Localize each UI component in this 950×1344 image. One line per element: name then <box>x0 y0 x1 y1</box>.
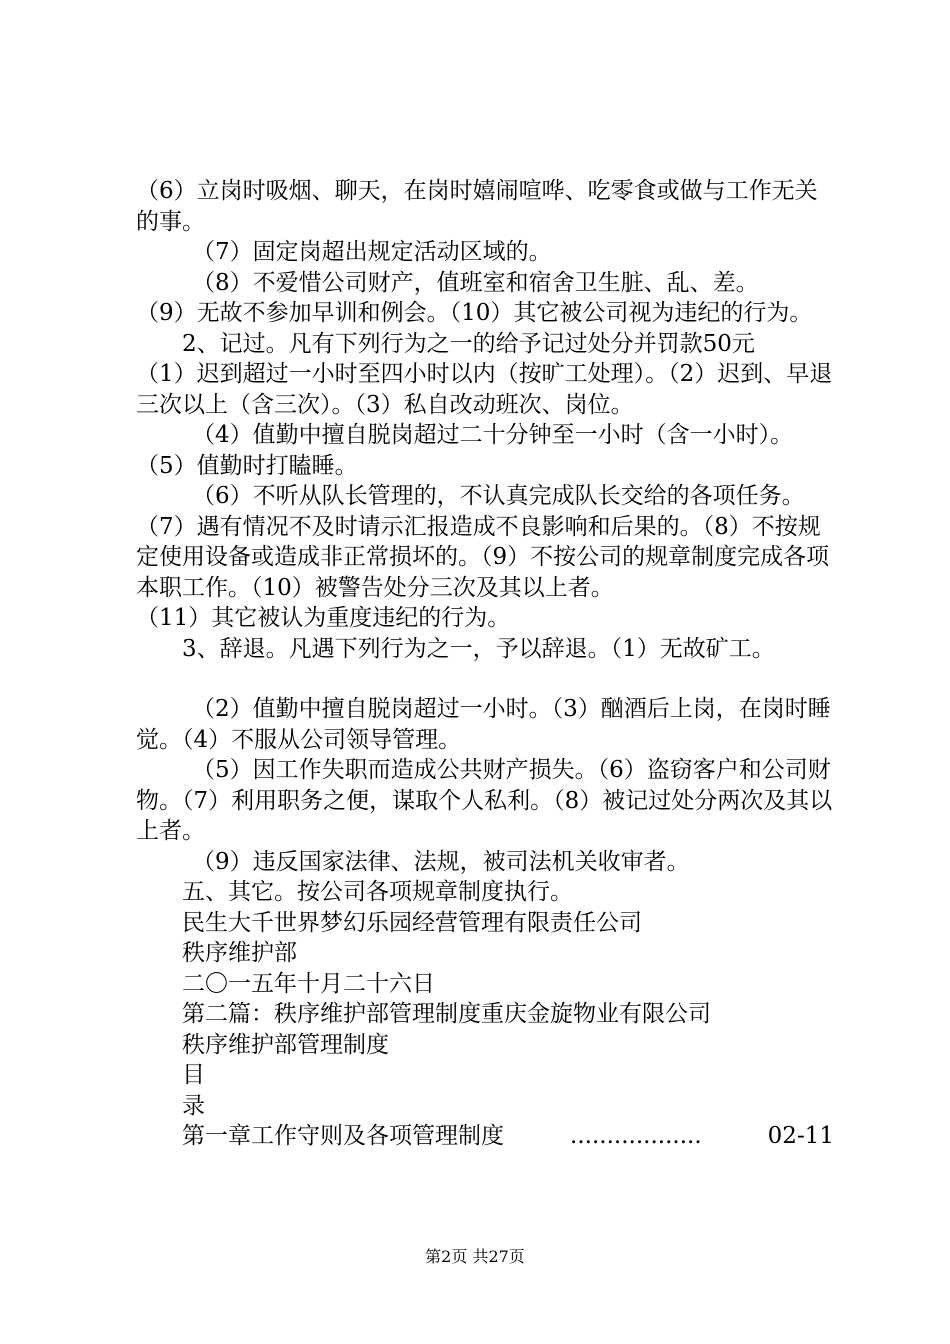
department-name: 秩序维护部 <box>182 940 297 966</box>
paragraph-2: （7）固定岗超出规定活动区域的。 <box>192 239 552 265</box>
paragraph-9: （6）不听从队长管理的，不认真完成队长交给的各项任务。 <box>192 483 805 509</box>
part-two-subtitle: 秩序维护部管理制度 <box>182 1031 389 1058</box>
paragraph-10: （7）遇有情况不及时请示汇报造成不良影响和后果的。（8）不按规定使用设备或造成非正常损坏的。（9）不按公司的规章制度完成各项本职工作。（10）被警告处分三次及其以上者。 <box>136 513 830 601</box>
paragraph-6: （1）迟到超过一小时至四小时以内（按旷工处理）。（2）迟到、早退三次以上（含三次）。（3）私自改动班次、岗位。 <box>136 361 833 418</box>
toc-entry-pages: 02-11 <box>767 1123 834 1149</box>
paragraph-3: （8）不爱惜公司财产，值班室和宿舍卫生脏、乱、差。 <box>192 269 759 296</box>
toc-entry[interactable] <box>182 1121 834 1152</box>
paragraph-13: （2）值勤中擅自脱岗超过一小时。（3）酗酒后上岗，在岗时睡觉。（4）不服从公司领导管理。 <box>136 696 831 753</box>
page-footer <box>0 1244 950 1267</box>
toc-entry-dots: .................. <box>570 1123 702 1149</box>
paragraph-11: （11）其它被认为重度违纪的行为。 <box>136 605 511 631</box>
document-body <box>136 176 836 1152</box>
toc-entry-title: 第一章工作守则及各项管理制度 <box>182 1123 504 1149</box>
company-name: 民生大千世界梦幻乐园经营管理有限责任公司 <box>182 909 642 936</box>
toc-heading-1: 目 <box>182 1062 205 1088</box>
document-date: 二〇一五年十月二十六日 <box>182 970 435 997</box>
paragraph-4: （9）无故不参加早训和例会。（10）其它被公司视为违纪的行为。 <box>136 300 813 326</box>
paragraph-8: （5）值勤时打瞌睡。 <box>136 452 358 479</box>
toc-heading-2: 录 <box>182 1092 205 1119</box>
paragraph-7: （4）值勤中擅自脱岗超过二十分钟至一小时（含一小时）。 <box>192 422 794 448</box>
section-five: 五、其它。按公司各项规章制度执行。 <box>182 879 573 905</box>
paragraph-14: （5）因工作失职而造成公共财产损失。（6）盗窃客户和公司财物。（7）利用职务之便，谋取个人私利。（8）被记过处分两次及其以上者。 <box>136 757 833 844</box>
paragraph-12: 3、辞退。凡遇下列行为之一，予以辞退。（1）无故矿工。 <box>182 635 775 662</box>
paragraph-5: 2、记过。凡有下列行为之一的给予记过处分并罚款50元 <box>182 330 755 357</box>
paragraph-15: （9）违反国家法律、法规，被司法机关收审者。 <box>192 848 690 875</box>
paragraph-gap <box>136 664 836 694</box>
part-two-title: 第二篇：秩序维护部管理制度重庆金旋物业有限公司 <box>182 1001 711 1027</box>
paragraph-1: （6）立岗时吸烟、聊天，在岗时嬉闹喧哗、吃零食或做与工作无关的事。 <box>136 178 818 235</box>
page-number-label: 第2页 共27页 <box>425 1247 525 1266</box>
